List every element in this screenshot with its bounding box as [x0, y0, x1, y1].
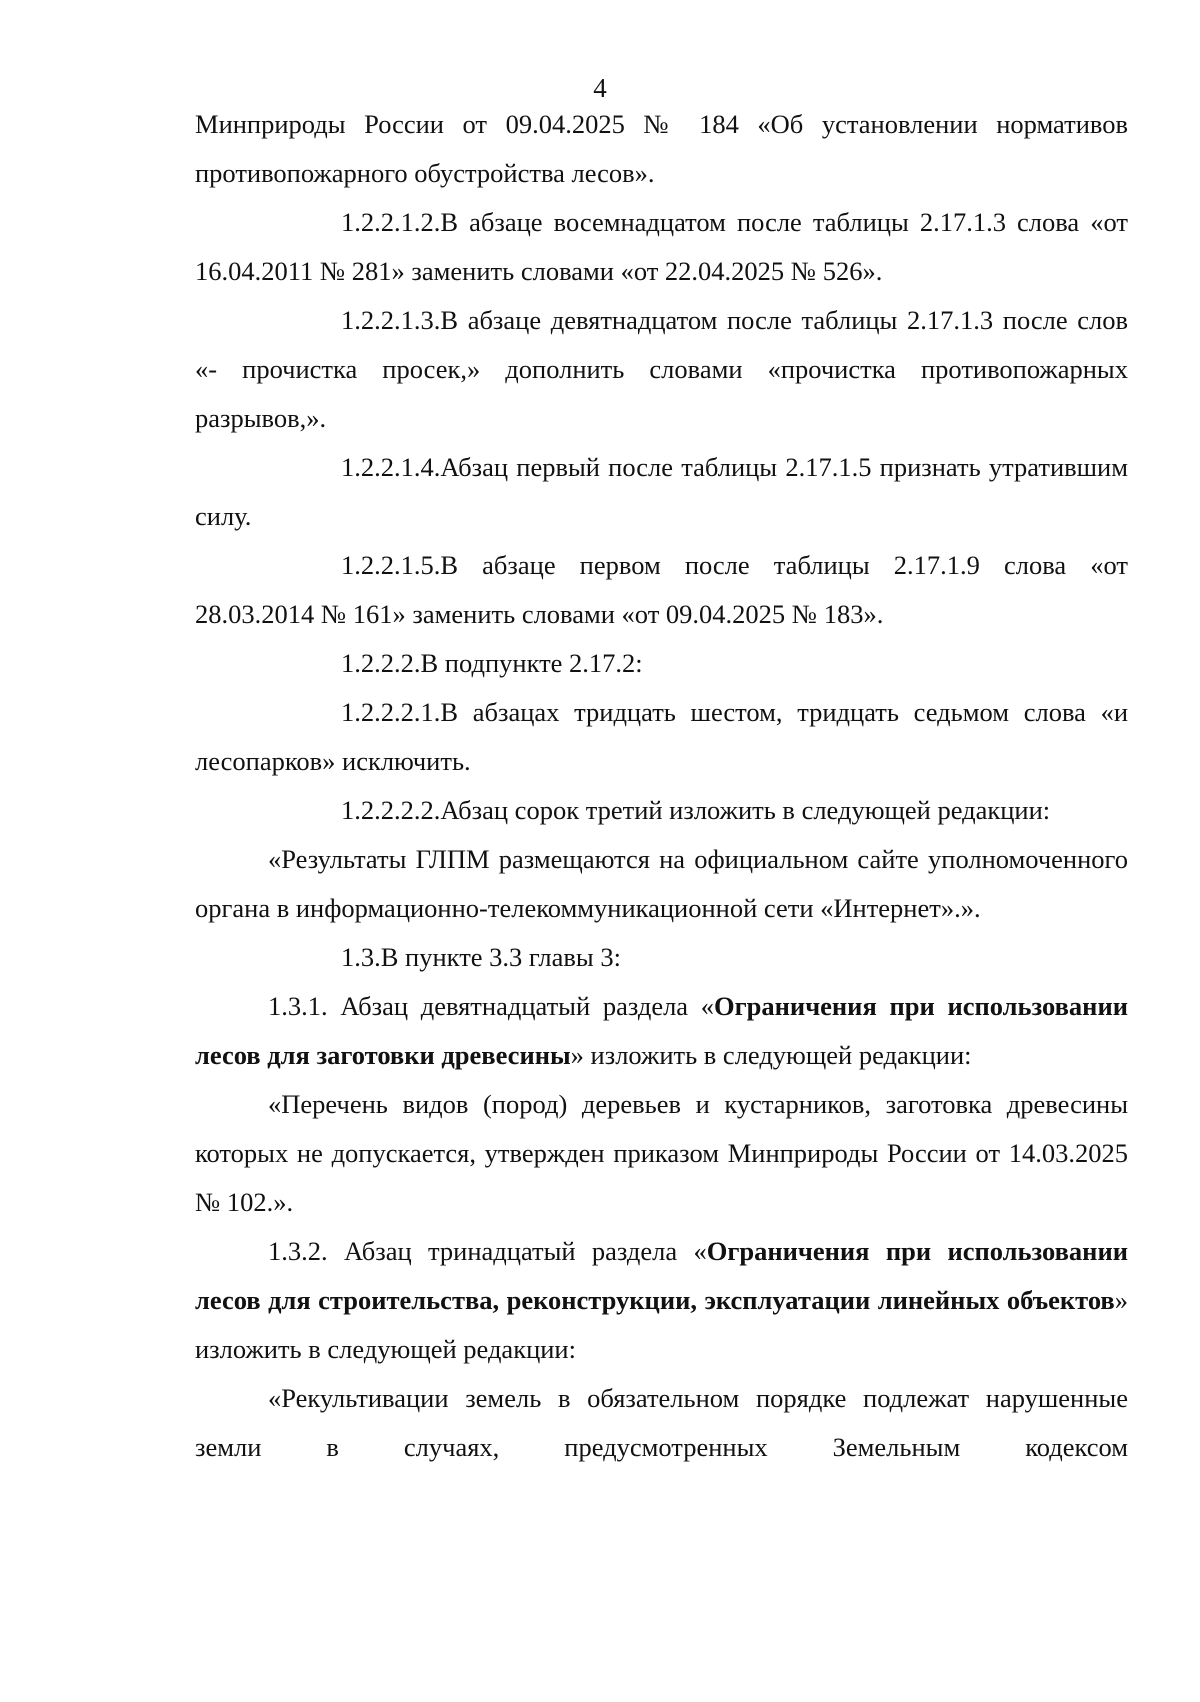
- clause-text: В пункте 3.3 главы 3:: [380, 942, 621, 972]
- clause-number: 1.2.2.1.3.: [341, 305, 441, 335]
- clause-number: 1.2.2.1.5.: [341, 550, 441, 580]
- paragraph-1-2-2-1-2: [195, 198, 1128, 296]
- paragraph-1-2-2-2-1: [195, 688, 1128, 786]
- clause-lead: 1.3.2. Абзац тринадцатый раздела «: [268, 1236, 707, 1266]
- clause-tail: » изложить в следующей редакции:: [570, 1040, 972, 1070]
- clause-tail: » изложить в следующей редакции:: [195, 1285, 1128, 1364]
- quoted-paragraph-species-list: «Перечень видов (пород) деревьев и кустарников, заготовка древесины которых не допускается, утвержден приказом Минприроды России от 14.03.2025 № 102.».: [195, 1089, 1128, 1217]
- clause-text: В абзаце первом после таблицы 2.17.1.9 слова «от 28.03.2014 № 161» заменить словами «от 09.04.2025 № 183».: [195, 550, 1128, 629]
- paragraph-1-3-1: [195, 982, 1128, 1080]
- quoted-paragraph-recultivation: «Рекультивации земель в обязательном порядке подлежат нарушенные земли в случаях, предусмотренных Земельным кодексом: [195, 1383, 1128, 1462]
- quoted-paragraph-results: «Результаты ГЛПМ размещаются на официальном сайте уполномоченного органа в информационно-телекоммуникационной сети «Интернет».».: [195, 844, 1128, 923]
- clause-text: В абзаце восемнадцатом после таблицы 2.17.1.3 слова «от 16.04.2011 № 281» заменить словами «от 22.04.2025 № 526».: [195, 207, 1128, 286]
- paragraph-1-3: [195, 933, 1128, 982]
- paragraph-1-2-2-2-2: [195, 786, 1128, 835]
- clause-text: В абзаце девятнадцатом после таблицы 2.17.1.3 после слов «- прочистка просек,» дополнить словами «прочистка противопожарных разрывов,».: [195, 305, 1128, 433]
- clause-number: 1.2.2.1.2.: [341, 207, 441, 237]
- paragraph-1-2-2-2: [195, 639, 1128, 688]
- clause-text: Абзац первый после таблицы 2.17.1.5 признать утратившим силу.: [195, 452, 1128, 531]
- paragraph-1-2-2-1-5: [195, 541, 1128, 639]
- paragraph-1-3-2: [195, 1227, 1128, 1374]
- clause-text: В подпункте 2.17.2:: [420, 648, 643, 678]
- clause-number: 1.2.2.2.2.: [341, 795, 441, 825]
- paragraph-1-2-2-1-4: [195, 443, 1128, 541]
- section-title-bold: Ограничения при использовании лесов для строительства, реконструкции, эксплуатации линейных объектов: [195, 1236, 1128, 1315]
- clause-number: 1.2.2.2.: [341, 648, 421, 678]
- clause-number: 1.2.2.2.1.: [341, 697, 441, 727]
- document-body: [195, 100, 1128, 1472]
- clause-lead: 1.3.1. Абзац девятнадцатый раздела «: [268, 991, 715, 1021]
- clause-number: 1.3.: [341, 942, 381, 972]
- paragraph-1-2-2-1-3: [195, 296, 1128, 443]
- clause-text: Абзац сорок третий изложить в следующей редакции:: [440, 795, 1051, 825]
- section-title-bold: Ограничения при использовании лесов для заготовки древесины: [195, 991, 1128, 1070]
- clause-number: 1.2.2.1.4.: [341, 452, 441, 482]
- clause-text: В абзацах тридцать шестом, тридцать седьмом слова «и лесопарков» исключить.: [195, 697, 1128, 776]
- paragraph-continuation: Минприроды России от 09.04.2025 № 184 «Об установлении нормативов противопожарного обустройства лесов».: [195, 109, 1128, 188]
- page-number: 4: [593, 73, 607, 103]
